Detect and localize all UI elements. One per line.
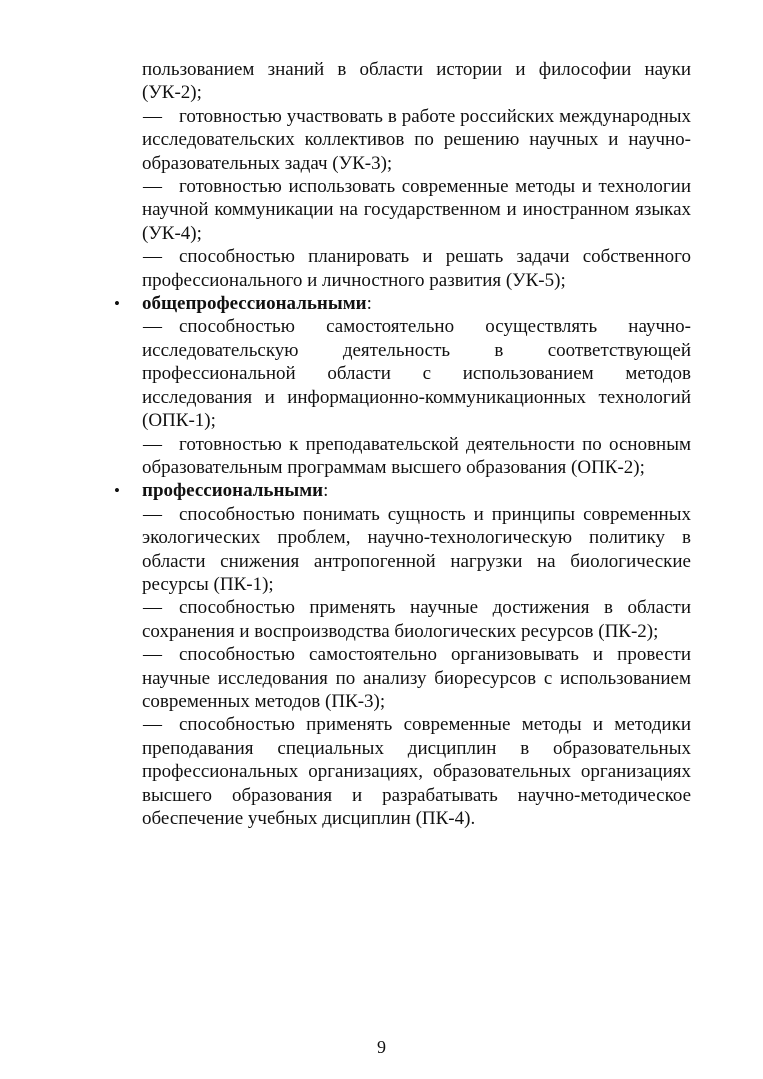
dash-marker: —	[143, 433, 162, 455]
dash-marker: —	[143, 316, 162, 338]
list-item-pk3	[142, 643, 691, 713]
document-body	[114, 58, 691, 830]
list-item-opk2	[142, 433, 691, 480]
list-item-text: способностью понимать сущность и принципы современных экологических проблем, научно-технологическую политику в области снижения антропогенной нагрузки на биологические ресурсы (ПК-1);	[142, 503, 691, 595]
dash-marker: —	[143, 105, 162, 127]
list-item-pk4	[142, 713, 691, 830]
section-heading: профессиональными	[142, 480, 324, 502]
bullet-icon: •	[114, 294, 120, 314]
bullet-icon: •	[114, 481, 120, 501]
list-item-text: способностью применять современные методы и методики преподавания специальных дисциплин в образовательных профессиональных организациях, образовательных организациях высшего образования и разрабатывать научно-методическое обеспечение учебных дисциплин (ПК-4).	[142, 714, 691, 829]
list-item-text: способностью самостоятельно осуществлять научно-исследовательскую деятельность в соответствующей профессиональной области с использованием методов исследования и информационно-коммуникационных технологий (ОПК-1);	[142, 316, 691, 432]
list-item-opk1	[142, 315, 691, 432]
heading-colon: :	[323, 480, 329, 502]
dash-marker: —	[143, 176, 162, 198]
list-item-text: готовностью к преподавательской деятельности по основным образовательным программам высшего образования (ОПК-2);	[142, 433, 691, 478]
dash-marker: —	[143, 644, 162, 666]
list-item-text: готовностью использовать современные методы и технологии научной коммуникации на государственном и иностранном языках (УК-4);	[142, 176, 691, 244]
heading-colon: :	[366, 293, 372, 315]
list-item-pk2	[142, 596, 691, 643]
list-item-text: готовностью участвовать в работе российских международных исследовательских коллективов по решению научных и научно-образовательных задач (УК-3);	[142, 105, 691, 174]
list-item-text: способностью самостоятельно организовывать и провести научные исследования по анализу биоресурсов с использованием современных методов (ПК-3);	[142, 644, 691, 712]
list-item-text: способностью применять научные достижения в области сохранения и воспроизводства биологических ресурсов (ПК-2);	[142, 597, 691, 642]
list-item-pk1	[142, 503, 691, 597]
list-item-uk5	[142, 245, 691, 292]
section-general-professional	[114, 292, 691, 315]
continuation-paragraph: пользованием знаний в области истории и философии науки (УК-2);	[142, 59, 691, 104]
dash-marker: —	[143, 714, 162, 736]
dash-marker: —	[143, 503, 162, 525]
page-number: 9	[377, 1037, 386, 1057]
dash-marker: —	[143, 246, 162, 268]
section-professional	[114, 479, 691, 502]
section-heading: общепрофессиональными	[142, 293, 367, 315]
list-item-text: способностью планировать и решать задачи собственного профессионального и личностного развития (УК-5);	[142, 246, 691, 291]
list-item-uk4	[142, 175, 691, 245]
dash-marker: —	[143, 597, 162, 619]
list-item-uk3	[142, 105, 691, 175]
